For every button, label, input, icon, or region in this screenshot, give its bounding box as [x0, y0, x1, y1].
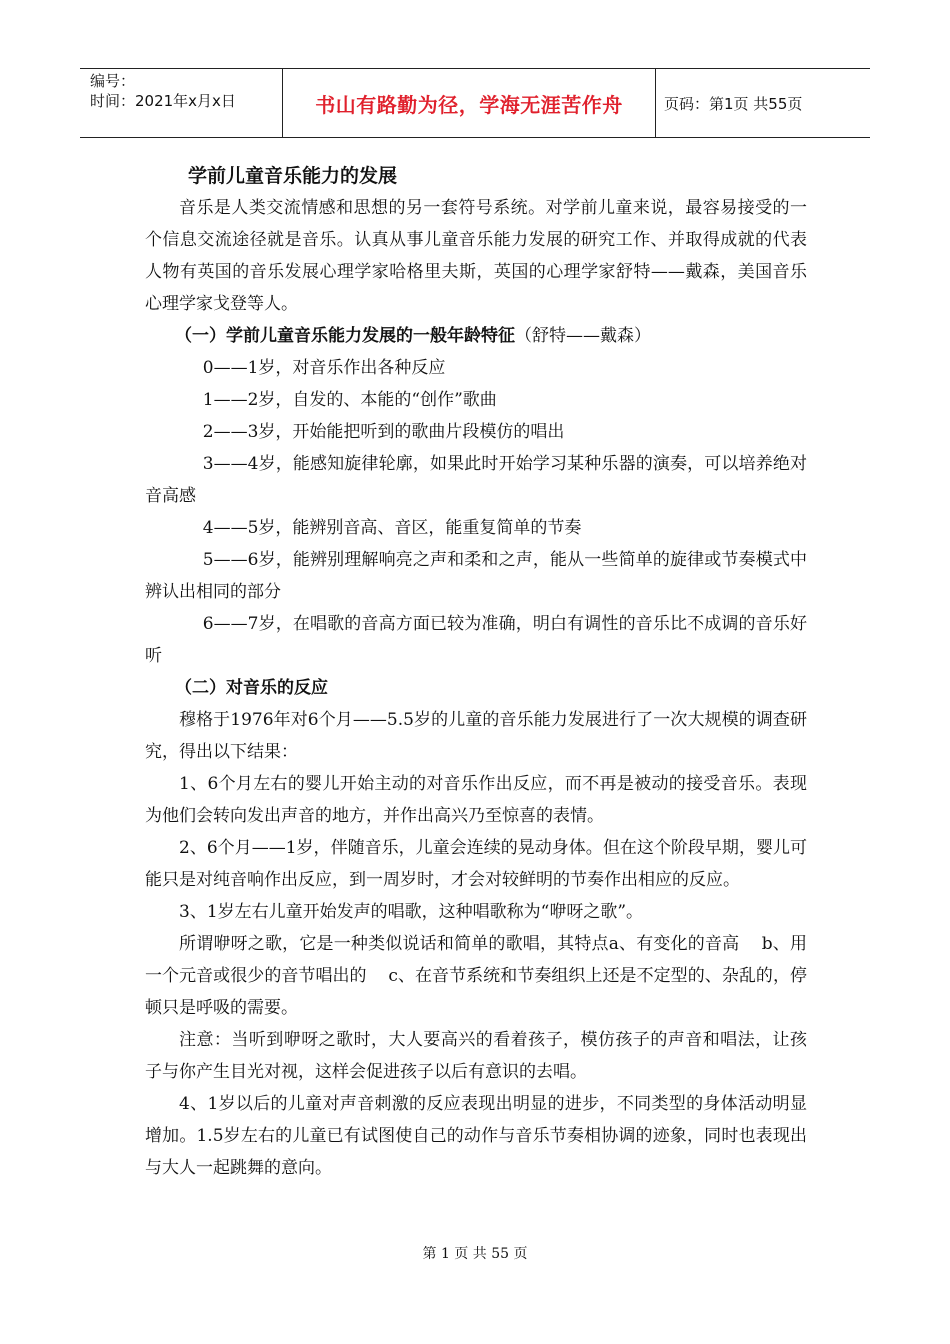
header-motto: 书山有路勤为径，学海无涯苦作舟 — [282, 69, 656, 137]
body-paragraph: 穆格于1976年对6个月——5.5岁的儿童的音乐能力发展进行了一次大规模的调查研究，得出以下结果： — [145, 710, 807, 762]
section-heading — [145, 672, 807, 704]
time-label: 时间：2021年x月x日 — [90, 92, 236, 110]
body-paragraph: 2、6个月——1岁，伴随音乐，儿童会连续的晃动身体。但在这个阶段早期，婴儿可能只是对纯音响作出反应，到一周岁时，才会对较鲜明的节奏作出相应的反应。 — [145, 838, 807, 890]
section-heading-note: （舒特——戴森） — [515, 326, 651, 346]
section-heading-bold: （二）对音乐的反应 — [175, 678, 328, 698]
page-header — [80, 68, 870, 138]
age-item: 5——6岁，能辨别理解响亮之声和柔和之声，能从一些简单的旋律或节奏模式中辨认出相同的部分 — [145, 550, 807, 602]
number-label: 编号： — [90, 72, 136, 90]
document-body — [145, 160, 807, 1184]
age-item: 6——7岁，在唱歌的音高方面已较为准确，明白有调性的音乐比不成调的音乐好听 — [145, 614, 807, 666]
age-item: 2——3岁，开始能把听到的歌曲片段模仿的唱出 — [202, 422, 565, 442]
page-footer: 第 1 页 共 55 页 — [422, 1246, 528, 1262]
age-item: 0——1岁，对音乐作出各种反应 — [202, 358, 446, 378]
body-paragraph: 所谓咿呀之歌，它是一种类似说话和简单的歌唱，其特点a、有变化的音高 b、用一个元音或很少的音节唱出的 c、在音节系统和节奏组织上还是不定型的、杂乱的，停顿只是呼吸的需要。 — [145, 934, 807, 1018]
body-paragraph: 注意：当听到咿呀之歌时，大人要高兴的看着孩子，模仿孩子的声音和唱法，让孩子与你产生目光对视，这样会促进孩子以后有意识的去唱。 — [145, 1030, 807, 1082]
body-paragraph: 3、1岁左右儿童开始发声的唱歌，这种唱歌称为“咿呀之歌”。 — [179, 902, 644, 922]
body-paragraph: 4、1岁以后的儿童对声音刺激的反应表现出明显的进步，不同类型的身体活动明显增加。1.5岁左右的儿童已有试图使自己的动作与音乐节奏相协调的迹象，同时也表现出与大人一起跳舞的意向。 — [145, 1094, 807, 1178]
age-item: 1——2岁，自发的、本能的“创作”歌曲 — [202, 390, 497, 410]
header-page-info: 页码：第1页 共55页 — [664, 94, 803, 113]
age-item: 3——4岁，能感知旋律轮廓，如果此时开始学习某种乐器的演奏，可以培养绝对音高感 — [145, 454, 807, 506]
intro-paragraph: 音乐是人类交流情感和思想的另一套符号系统。对学前儿童来说，最容易接受的一个信息交流途径就是音乐。认真从事儿童音乐能力发展的研究工作、并取得成就的代表人物有英国的音乐发展心理学家哈格里夫斯，英国的心理学家舒特——戴森，美国音乐心理学家戈登等人。 — [145, 198, 807, 314]
section-heading-bold: （一）学前儿童音乐能力发展的一般年龄特征 — [175, 326, 515, 346]
section-heading — [145, 320, 807, 352]
age-item: 4——5岁，能辨别音高、音区，能重复简单的节奏 — [202, 518, 582, 538]
header-meta — [80, 69, 282, 137]
document-title: 学前儿童音乐能力的发展 — [188, 165, 398, 187]
body-paragraph: 1、6个月左右的婴儿开始主动的对音乐作出反应，而不再是被动的接受音乐。表现为他们会转向发出声音的地方，并作出高兴乃至惊喜的表情。 — [145, 774, 807, 826]
